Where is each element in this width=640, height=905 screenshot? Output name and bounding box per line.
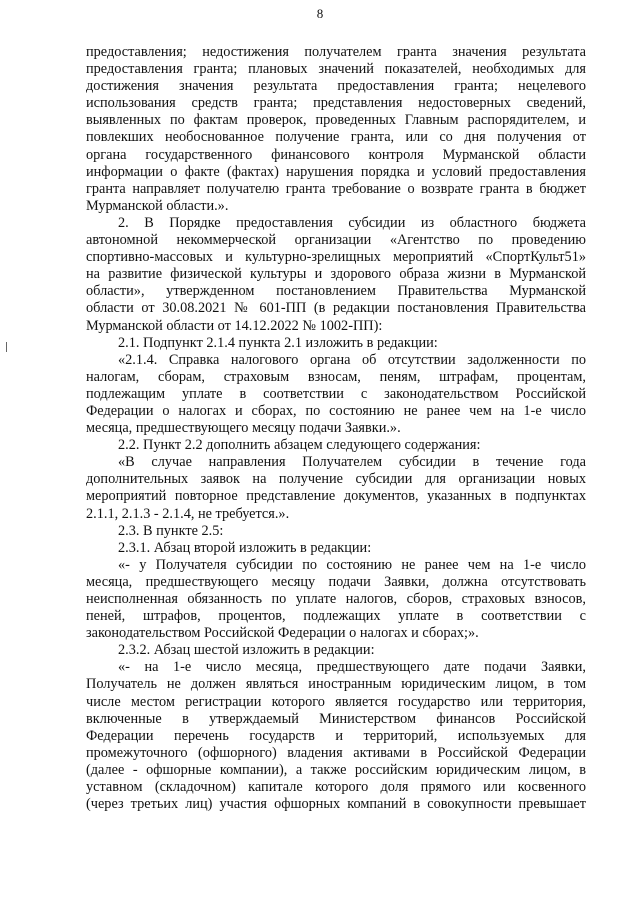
text-line: подлежащим уплате в соответствии с законодательством Российской xyxy=(86,385,586,402)
text-line: уставном (складочном) капитале которого доля прямого или косвенного xyxy=(86,779,586,796)
text-line: 2.3. В пункте 2.5: xyxy=(118,522,224,539)
text-line: законодательством Российской Федерации о налогах и сборах;». xyxy=(86,625,479,642)
text-line: месяца, предшествующего месяцу подачи Заявки.». xyxy=(86,420,401,437)
text-line: «- у Получателя субсидии по состоянию не ранее чем на 1-е число xyxy=(118,556,586,573)
text-line: автономной некоммерческой организации «Агентство по проведению xyxy=(86,232,586,249)
text-line: 2.3.1. Абзац второй изложить в редакции: xyxy=(118,539,372,556)
text-line: информации о факте (фактах) нарушения порядка и условий предоставления xyxy=(86,163,586,180)
text-line: Получатель не должен являться иностранным юридическим лицом, в том xyxy=(86,676,586,693)
text-line: числе местом регистрации которого является государство или территория, xyxy=(86,693,586,710)
text-line: пеней, штрафов, процентов, подлежащих уплате в соответствии с xyxy=(86,608,586,625)
text-line: 2. В Порядке предоставления субсидии из областного бюджета xyxy=(118,214,586,231)
text-line: «В случае направления Получателем субсидии в течение года xyxy=(118,454,586,471)
text-line: месяца, предшествующего месяцу подачи Заявки, должна отсутствовать xyxy=(86,573,586,590)
margin-mark xyxy=(6,342,7,352)
page-number: 8 xyxy=(316,6,324,21)
text-line: предоставления; недостижения получателем гранта значения результата xyxy=(86,44,586,60)
text-line: 2.1. Подпункт 2.1.4 пункта 2.1 изложить в редакции: xyxy=(118,334,438,351)
text-line: области от 30.08.2021 № 601-ПП (в редакции постановления Правительства xyxy=(86,300,586,317)
text-line: предоставления гранта; плановых значений показателей, необходимых для xyxy=(86,61,586,78)
text-line: 2.1.1, 2.1.3 - 2.1.4, не требуется.». xyxy=(86,505,290,522)
text-line: гранта направляет получателю гранта требование о возврате гранта в бюджет xyxy=(86,180,586,197)
text-line: неисполненная обязанность по уплате налогов, сборов, страховых взносов, xyxy=(86,591,586,607)
text-line: «2.1.4. Справка налогового органа об отсутствии задолженности по xyxy=(118,351,586,368)
text-line: повлекших необоснованное получение гранта, или со дня получения от xyxy=(86,129,586,146)
text-line: Федерации перечень государств и территорий, используемых для xyxy=(86,727,586,744)
text-line: (через третьих лиц) участия офшорных компаний в совокупности превышает xyxy=(86,796,586,813)
text-line: области», утвержденном постановлением Правительства Мурманской xyxy=(86,283,586,300)
text-line: Федерации о налогах и сборах, по состоянию не ранее чем на 1-е число xyxy=(86,402,586,419)
text-line: на развитие физической культуры и здорового образа жизни в Мурманской xyxy=(86,266,586,283)
text-line: Мурманской области от 14.12.2022 № 1002-ПП): xyxy=(86,317,383,334)
document-body xyxy=(86,44,586,813)
text-line: 2.3.2. Абзац шестой изложить в редакции: xyxy=(118,642,375,659)
text-line: мероприятий повторное представление документов, указанных в подпунктах xyxy=(86,488,586,505)
text-line: 2.2. Пункт 2.2 дополнить абзацем следующего содержания: xyxy=(118,437,481,454)
text-line: включенные в утверждаемый Министерством финансов Российской xyxy=(86,710,586,727)
text-line: достижения значения результата предоставления гранта; нецелевого xyxy=(86,78,586,95)
text-line: дополнительных заявок на получение субсидии для организации новых xyxy=(86,471,586,488)
text-line: выявленных по фактам проверок, проведенных Главным распорядителем, и xyxy=(86,112,586,129)
text-line: «- на 1-е число месяца, предшествующего дате подачи Заявки, xyxy=(118,659,586,676)
text-line: органа государственного финансового контроля Мурманской области xyxy=(86,146,586,163)
text-line: налогам, сборам, страховым взносам, пеням, штрафам, процентам, xyxy=(86,368,586,385)
text-line: (далее - офшорные компании), а также российским юридическим лицом, в xyxy=(86,761,586,778)
text-line: использования средств гранта; представления недостоверных сведений, xyxy=(86,95,586,112)
text-line: спортивно-массовых и культурно-зрелищных мероприятий «СпортКульт51» xyxy=(86,249,586,266)
text-line: промежуточного (офшорного) владения активами в Российской Федерации xyxy=(86,744,586,761)
text-line: Мурманской области.». xyxy=(86,197,229,214)
